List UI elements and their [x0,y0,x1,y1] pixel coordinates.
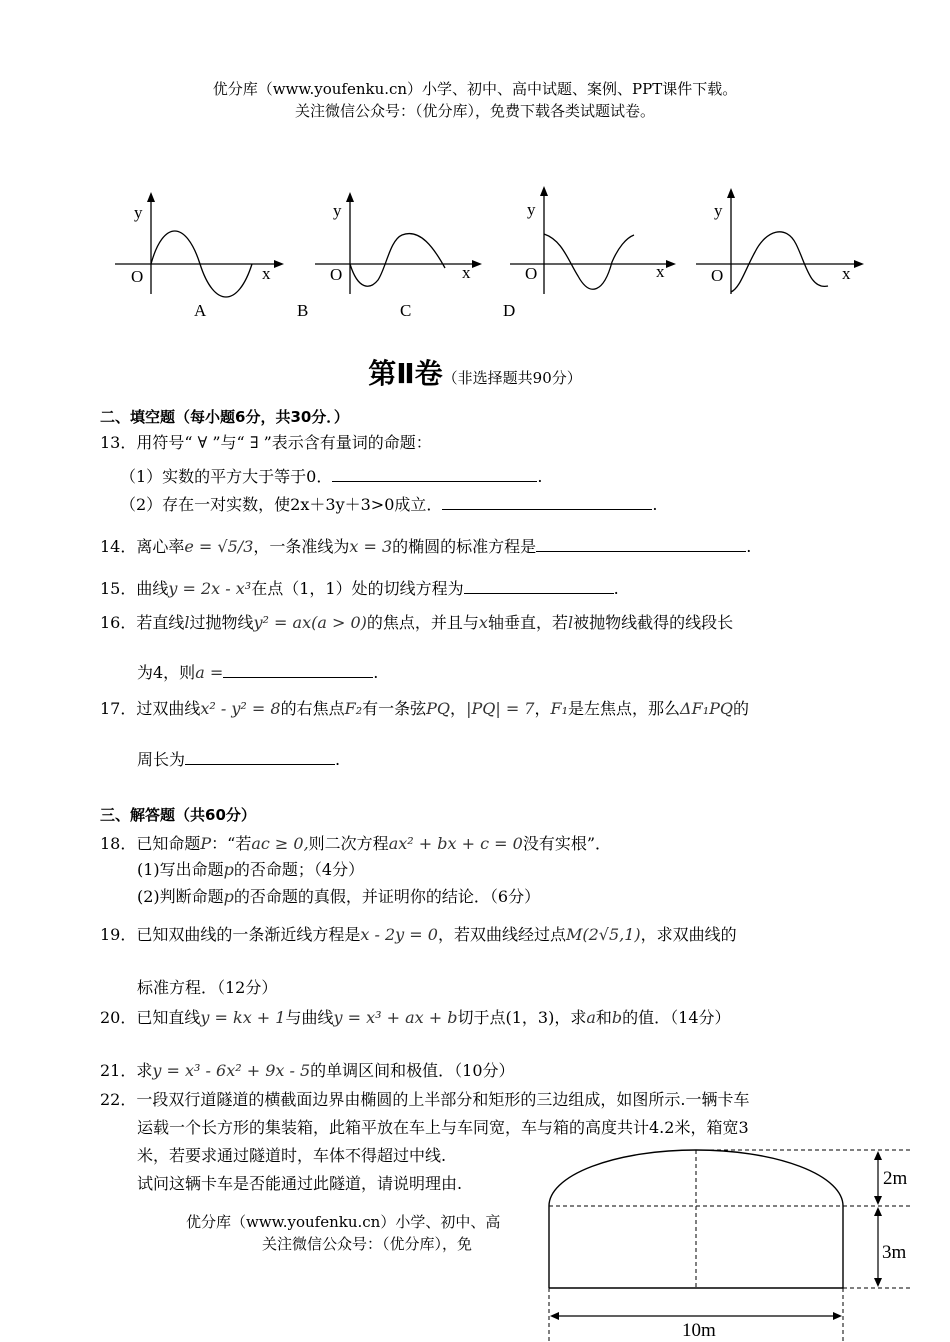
q18-item1-prefix: (1)写出命题 [137,860,224,879]
q20-prefix: 20．已知直线 [100,1008,201,1027]
header-line-2: 关注微信公众号：（优分库），免费下载各类试题试卷。 [294,102,655,120]
graph-b-arrow-icon [472,260,482,268]
q18-item2-prefix: (2)判断命题 [137,887,224,906]
graph-a-arrow-icon [274,260,284,268]
tunnel-diagram [540,1140,945,1342]
arrow-up-icon [874,1207,882,1216]
graph-a-arrow-icon [147,192,155,202]
q14-blank[interactable] [536,537,746,552]
option-label-c: C [400,301,412,320]
q20-mid2: 切于点(1，3)，求 [457,1008,587,1027]
q17-triangle: ΔF₁PQ [680,699,733,718]
graph-b-arrow-icon [346,192,354,202]
graph-b-curve [350,234,445,287]
graph-d-y-label: y [714,201,723,220]
graph-d-curve [731,232,828,292]
section-3-heading: 三、解答题（共60分） [100,806,256,824]
part-subtitle: （非选择题共90分） [442,369,582,387]
q18-condition: ac ≥ 0, [251,834,309,853]
q20-a: a [586,1008,596,1027]
question-22-line-3: 米，若要求通过隧道时，车体不得超过中线. [137,1146,447,1165]
graph-c-y-label: y [527,200,536,219]
q18-mid2: 则二次方程 [308,834,389,853]
q17-blank[interactable] [185,750,335,765]
q14-suffix: 的椭圆的标准方程是 [392,537,537,556]
q19-asymptote: x - 2y = 0 [360,925,438,944]
q18-prefix: 18．已知命题 [100,834,201,853]
arrow-left-icon [550,1312,559,1320]
q16-l: l [184,613,190,632]
graph-c-arrow-icon [540,186,548,196]
footer-line-2: 关注微信公众号：（优分库），免 [262,1235,473,1253]
question-13-item-2: （2）存在一对实数，使2x＋3y＋3>0成立． . [120,495,658,514]
arrow-right-icon [833,1312,842,1320]
header-line-1: 优分库（www.youfenku.cn）小学、初中、高中试题、案例、PPT课件下载。 [212,80,738,98]
q16-part2: 过抛物线 [189,613,254,632]
q20-line: y = kx + 1 [200,1008,286,1027]
q17-f2: F₂ [344,699,363,718]
q16-a-eq: a = [195,663,224,682]
part-title: 第Ⅱ卷 [368,357,443,390]
q16-part3: 的焦点，并且与 [366,613,479,632]
q20-suffix: 的值．（14分） [622,1008,731,1027]
section-2-heading: 二、填空题（每小题6分，共30分．） [100,408,349,426]
q17-pq: PQ [426,699,451,718]
q17-mid2: 有一条弦 [362,699,427,718]
q14-prefix: 14．离心率 [100,537,185,556]
question-18 [100,831,611,854]
q15-blank[interactable] [464,579,614,594]
graph-a-y-label: y [134,203,143,222]
q17-mid3: 是左焦点，那么 [568,699,681,718]
q14-eccentricity: e = √5/3 [184,537,254,556]
q19-point: M(2√5,1) [565,925,641,944]
arrow-down-icon [874,1196,882,1205]
question-22-line-4: 试问这辆卡车是否能通过此隧道，请说明理由. [137,1174,463,1193]
graph-d-arrow-icon [854,260,864,268]
q17-line2: 周长为 [137,750,186,769]
dim-label-3m: 3m [882,1242,907,1263]
q21-prefix: 21．求 [100,1061,153,1080]
graph-b-x-label: x [462,263,471,282]
q17-mid1: 的右焦点 [280,699,345,718]
q18-equation: ax² + bx + c = 0 [388,834,523,853]
dim-label-2m: 2m [883,1168,908,1189]
footer-line-1: 优分库（www.youfenku.cn）小学、初中、高 [186,1213,501,1231]
graph-d-origin: O [711,266,724,285]
q19-mid: ，若双曲线经过点 [437,925,566,944]
q19-suffix: ，求双曲线的 [640,925,737,944]
q16-l-2: l [567,613,574,632]
q16-x: x [478,613,488,632]
graph-b-origin: O [330,265,343,284]
question-19-line-2: 标准方程．（12分） [137,978,278,997]
graph-c-curve [544,234,634,289]
q21-function: y = x³ - 6x² + 9x - 5 [152,1061,311,1080]
question-16-line-1 [100,610,733,633]
graph-c-x-label: x [656,262,665,281]
question-22-line-2: 运载一个长方形的集装箱，此箱平放在车上与车同宽，车与箱的高度共计4.2米，箱宽3 [137,1118,749,1137]
graph-c-arrow-icon [666,260,676,268]
q21-suffix: 的单调区间和极值．（10分） [310,1061,515,1080]
graph-a-origin: O [131,267,144,286]
question-17-line-1: 17．过双曲线x² - y² = 8的右焦点F₂有一条弦PQ，|PQ| = 7，F₁是左焦点，那么ΔF₁PQ的 [100,699,749,718]
graph-c-origin: O [525,264,538,283]
arrow-up-icon [874,1151,882,1160]
question-21 [100,1058,515,1081]
q20-and: 和 [595,1008,612,1027]
q13-item2-text: （2）存在一对实数，使2x＋3y＋3>0成立． [120,495,443,514]
q13-item1-blank[interactable] [332,467,537,482]
q13-item1-text: （1）实数的平方大于等于0． [120,467,333,486]
q16-part1: 16．若直线 [100,613,185,632]
question-17-line-2: 周长为 . [137,750,341,769]
question-18-item-1 [137,857,364,880]
dim-label-10m: 10m [682,1320,716,1341]
q20-curve: y = x³ + ax + b [333,1008,458,1027]
graph-d-arrow-icon [727,188,735,198]
q18-p: P [200,834,212,853]
tunnel-outline [549,1150,843,1288]
question-16-line-2: 为4，则a = . [137,663,379,682]
graph-a-x-label: x [262,264,271,283]
q17-suffix: 的 [732,699,749,718]
q14-mid: ，一条准线为 [253,537,350,556]
q14-directrix: x = 3 [349,537,393,556]
q15-prefix: 15．曲线 [100,579,169,598]
option-label-b: B [297,301,309,320]
q16-parabola: y² = ax(a > 0) [253,613,367,632]
q17-prefix: 17．过双曲线 [100,699,201,718]
q18-item2-p: p [223,887,234,906]
question-19-line-1 [100,922,737,945]
graph-b-y-label: y [333,201,342,220]
question-18-item-2 [137,884,540,907]
q16-line2-prefix: 为4，则 [137,663,196,682]
q17-hyperbola: x² - y² = 8 [200,699,281,718]
question-15: 15．曲线y = 2x - x³在点（1，1）处的切线方程为 . [100,579,619,598]
q17-pq-length: |PQ| = 7 [466,699,535,718]
arrow-down-icon [874,1278,882,1287]
question-13-item-1: （1）实数的平方大于等于0． . [120,467,543,486]
q18-mid: ：“若 [211,834,252,853]
q19-prefix: 19．已知双曲线的一条渐近线方程是 [100,925,361,944]
question-20 [100,1005,731,1028]
q20-mid: 与曲线 [285,1008,334,1027]
q18-suffix: 没有实根”． [522,834,611,853]
q16-part5: 被抛物线截得的线段长 [573,613,734,632]
option-graphs [0,180,950,325]
q17-f1: F₁ [550,699,569,718]
q15-suffix: 在点（1，1）处的切线方程为 [251,579,464,598]
q18-item1-p: p [223,860,234,879]
q16-part4: 轴垂直，若 [487,613,568,632]
question-13: 13．用符号“ ∀ ”与“ ∃ ”表示含有量词的命题： [100,433,432,452]
option-label-a: A [194,301,207,320]
q18-item2-suffix: 的否命题的真假，并证明你的结论．（6分） [233,887,541,906]
q18-item1-suffix: 的否命题；（4分） [233,860,365,879]
question-22-line-1: 22．一段双行道隧道的横截面边界由椭圆的上半部分和矩形的三边组成，如图所示.一辆卡车 [100,1090,750,1109]
q13-item2-blank[interactable] [442,495,652,510]
graph-d-x-label: x [842,264,851,283]
q15-curve: y = 2x - x³ [168,579,252,598]
option-label-d: D [503,301,516,320]
q16-blank[interactable] [223,663,373,678]
question-14: 14．离心率e = √5/3，一条准线为x = 3的椭圆的标准方程是 . [100,537,752,556]
q20-b: b [611,1008,623,1027]
